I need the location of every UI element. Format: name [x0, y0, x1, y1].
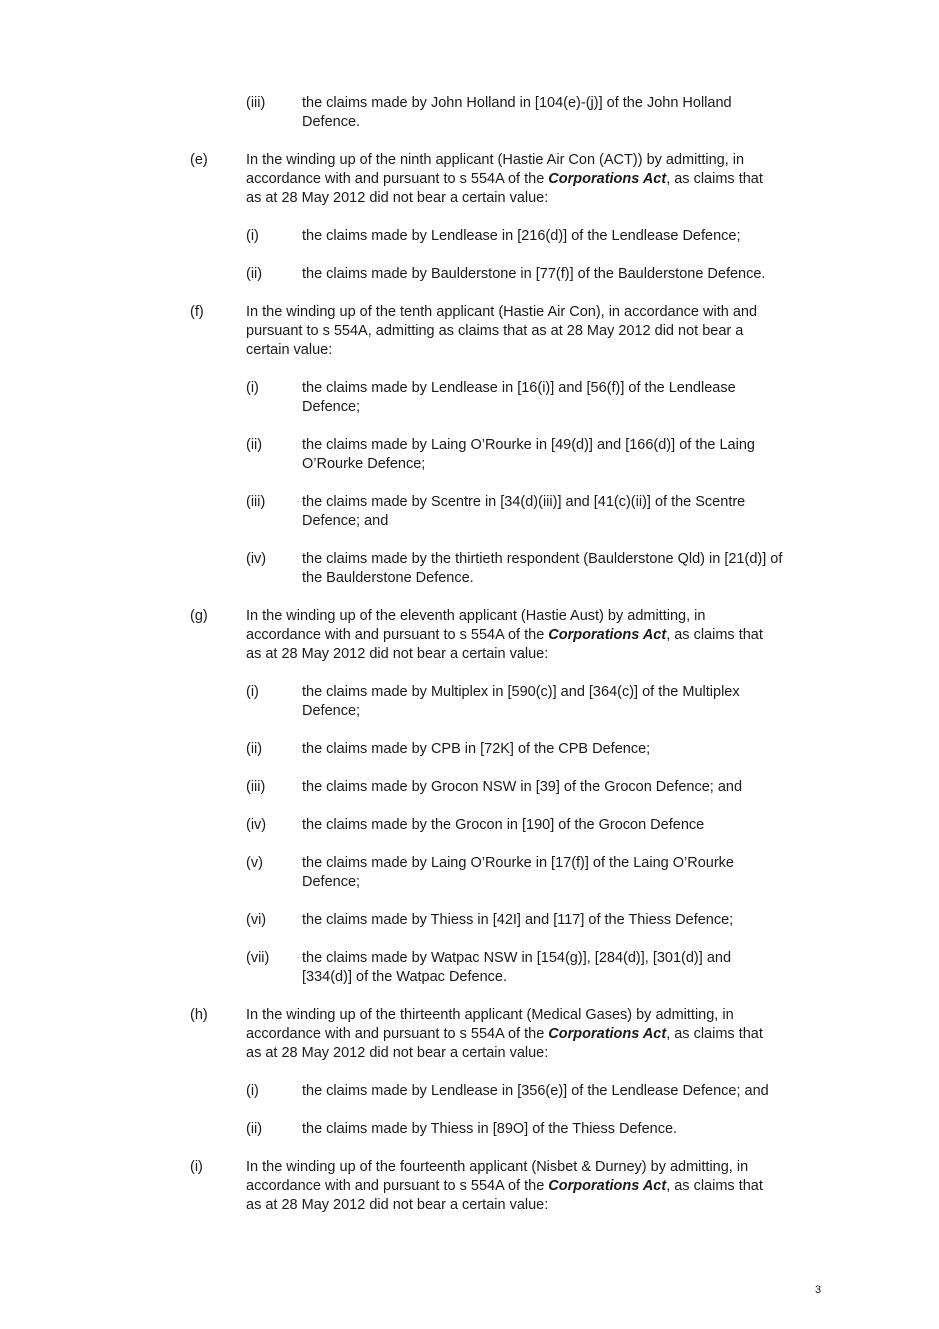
item-text: [302, 436, 832, 474]
text-line: pursuant to s 554A, admitting as claims that as at 28 May 2012 did not bear a: [246, 323, 744, 339]
item-text: [246, 1006, 826, 1063]
text-line: [334(d)] of the Watpac Defence.: [302, 969, 507, 985]
item-label: (h): [190, 1007, 208, 1023]
item-label: (i): [246, 684, 259, 700]
text-line: the claims made by Grocon NSW in [39] of the Grocon Defence; and: [302, 779, 743, 795]
text-line: the claims made by Watpac NSW in [154(g)], [284(d)], [301(d)] and: [302, 950, 732, 966]
text-line: Defence.: [302, 114, 361, 130]
text-line: the claims made by Lendlease in [16(i)] and [56(f)] of the Lendlease: [302, 380, 736, 396]
item-label: (i): [190, 1159, 203, 1175]
item-label: (f): [190, 304, 204, 320]
item-label: (iii): [246, 494, 266, 510]
text-line: Defence;: [302, 703, 361, 719]
text-line: accordance with and pursuant to s 554A of the Corporations Act, as claims that: [246, 1026, 763, 1042]
text-line: Defence;: [302, 874, 361, 890]
item-label: (i): [246, 228, 259, 244]
item-label: (iii): [246, 779, 266, 795]
item-label: (ii): [246, 437, 263, 453]
text-line: as at 28 May 2012 did not bear a certain value:: [246, 646, 549, 662]
text-line: In the winding up of the eleventh applicant (Hastie Aust) by admitting, in: [246, 608, 706, 624]
text-line: In the winding up of the ninth applicant (Hastie Air Con (ACT)) by admitting, in: [246, 152, 745, 168]
item-text: [246, 303, 826, 360]
item-text: [246, 607, 826, 664]
item-text: [302, 1120, 832, 1139]
item-text: [246, 151, 826, 208]
item-label: (ii): [246, 266, 263, 282]
text-line: the claims made by Laing O’Rourke in [49(d)] and [166(d)] of the Laing: [302, 437, 755, 453]
item-label: (i): [246, 1083, 259, 1099]
item-text: [302, 265, 832, 284]
text-line: as at 28 May 2012 did not bear a certain value:: [246, 1045, 549, 1061]
item-text: [302, 493, 832, 531]
item-text: [302, 550, 832, 588]
act-name: Corporations Act: [548, 627, 667, 643]
text-line: as at 28 May 2012 did not bear a certain value:: [246, 1197, 549, 1213]
text-line: In the winding up of the fourteenth applicant (Nisbet & Durney) by admitting, in: [246, 1159, 749, 1175]
text-line: In the winding up of the tenth applicant (Hastie Air Con), in accordance with and: [246, 304, 758, 320]
item-text: [302, 227, 832, 246]
text-line: the Baulderstone Defence.: [302, 570, 474, 586]
text-line: Defence; and: [302, 513, 389, 529]
item-label: (vi): [246, 912, 267, 928]
text-line: the claims made by Baulderstone in [77(f)] of the Baulderstone Defence.: [302, 266, 766, 282]
text-line: the claims made by the Grocon in [190] of the Grocon Defence: [302, 817, 705, 833]
text-line: certain value:: [246, 342, 333, 358]
item-label: (iii): [246, 95, 266, 111]
text-line: the claims made by Lendlease in [356(e)] of the Lendlease Defence; and: [302, 1083, 769, 1099]
item-label: (i): [246, 380, 259, 396]
text-line: as at 28 May 2012 did not bear a certain value:: [246, 190, 549, 206]
act-name: Corporations Act: [548, 171, 667, 187]
text-line: accordance with and pursuant to s 554A of the Corporations Act, as claims that: [246, 627, 763, 643]
text-line: the claims made by Scentre in [34(d)(iii)] and [41(c)(ii)] of the Scentre: [302, 494, 746, 510]
item-text: [302, 949, 832, 987]
text-line: the claims made by Thiess in [42I] and [117] of the Thiess Defence;: [302, 912, 734, 928]
text-line: Defence;: [302, 399, 361, 415]
item-label: (ii): [246, 1121, 263, 1137]
item-label: (ii): [246, 741, 263, 757]
item-text: [302, 379, 832, 417]
item-text: [302, 94, 832, 132]
text-line: the claims made by Lendlease in [216(d)] of the Lendlease Defence;: [302, 228, 741, 244]
item-label: (g): [190, 608, 208, 624]
item-label: (v): [246, 855, 263, 871]
text-line: In the winding up of the thirteenth applicant (Medical Gases) by admitting, in: [246, 1007, 734, 1023]
text-line: accordance with and pursuant to s 554A of the Corporations Act, as claims that: [246, 1178, 763, 1194]
item-text: [302, 854, 832, 892]
item-text: [302, 1082, 832, 1101]
act-name: Corporations Act: [548, 1178, 667, 1194]
item-text: [246, 1158, 826, 1215]
text-line: the claims made by Multiplex in [590(c)] and [364(c)] of the Multiplex: [302, 684, 740, 700]
item-text: [302, 740, 832, 759]
text-line: the claims made by Thiess in [89O] of the Thiess Defence.: [302, 1121, 678, 1137]
item-label: (e): [190, 152, 208, 168]
item-label: (iv): [246, 817, 267, 833]
item-text: [302, 911, 832, 930]
act-name: Corporations Act: [548, 1026, 667, 1042]
text-line: the claims made by CPB in [72K] of the CPB Defence;: [302, 741, 651, 757]
text-line: the claims made by Laing O’Rourke in [17(f)] of the Laing O’Rourke: [302, 855, 734, 871]
text-line: O’Rourke Defence;: [302, 456, 426, 472]
text-line: accordance with and pursuant to s 554A of the Corporations Act, as claims that: [246, 171, 763, 187]
text-line: the claims made by John Holland in [104(e)-(j)] of the John Holland: [302, 95, 732, 111]
text-line: the claims made by the thirtieth respondent (Baulderstone Qld) in [21(d)] of: [302, 551, 783, 567]
item-label: (iv): [246, 551, 267, 567]
item-text: [302, 683, 832, 721]
item-text: [302, 778, 832, 797]
item-label: (vii): [246, 950, 270, 966]
page-number: 3: [815, 1284, 822, 1296]
item-text: [302, 816, 832, 835]
